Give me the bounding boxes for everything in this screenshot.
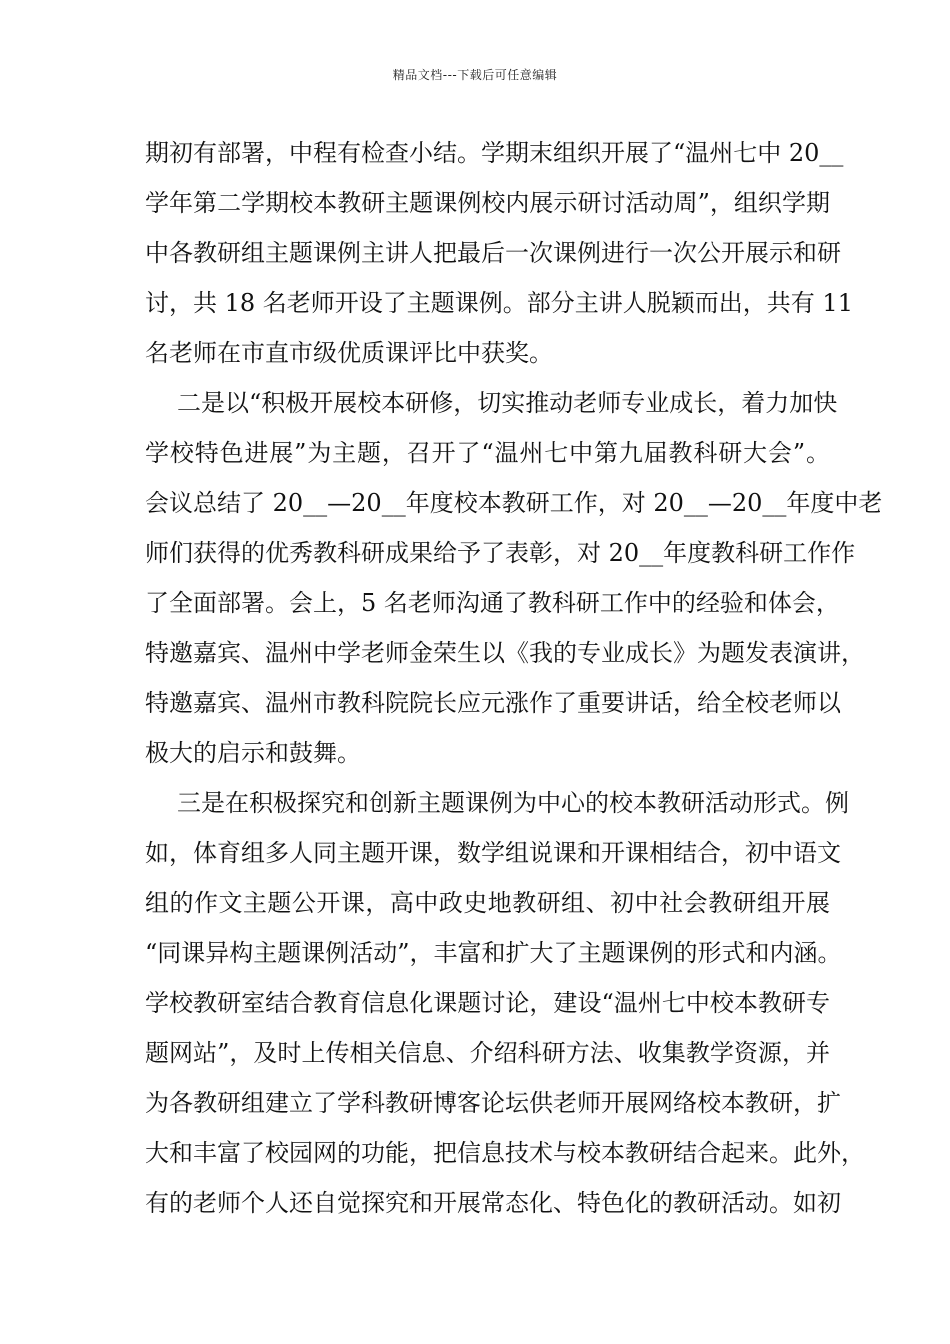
paragraph-line: 学校特色进展”为主题，召开了“温州七中第九届教科研大会”。 [145, 439, 830, 467]
paragraph-line: 如，体育组多人同主题开课，数学组说课和开课相结合，初中语文 [145, 839, 841, 867]
paragraph-line: 期初有部署，中程有检查小结。学期末组织开展了“温州七中 20__ [145, 139, 844, 167]
paragraph-line: 师们获得的优秀教科研成果给予了表彰，对 20__年度教科研工作作 [145, 539, 856, 567]
paragraph-line: 大和丰富了校园网的功能，把信息技术与校本教研结合起来。此外， [145, 1139, 865, 1167]
paragraph-line: 特邀嘉宾、温州市教科院院长应元涨作了重要讲话，给全校老师以 [145, 689, 841, 717]
paragraph-line: 为各教研组建立了学科教研博客论坛供老师开展网络校本教研，扩 [145, 1089, 841, 1117]
paragraph-line: 题网站”，及时上传相关信息、介绍科研方法、收集教学资源，并 [145, 1039, 830, 1067]
paragraph-line: 讨，共 18 名老师开设了主题课例。部分主讲人脱颖而出，共有 11 [145, 289, 853, 317]
paragraph-line: 特邀嘉宾、温州中学老师金荣生以《我的专业成长》为题发表演讲， [145, 639, 865, 667]
paragraph-line: 学年第二学期校本教研主题课例校内展示研讨活动周”，组织学期 [145, 189, 830, 217]
paragraph-line: 组的作文主题公开课，高中政史地教研组、初中社会教研组开展 [145, 889, 830, 917]
paragraph-line: 名老师在市直市级优质课评比中获奖。 [145, 339, 553, 367]
paragraph-line: 会议总结了 20__—20__年度校本教研工作，对 20__—20__年度中老 [145, 489, 883, 517]
paragraph-line: 二是以“积极开展校本研修，切实推动老师专业成长，着力加快 [177, 389, 838, 417]
paragraph-line: 中各教研组主题课例主讲人把最后一次课例进行一次公开展示和研 [145, 239, 841, 267]
page-header: 精品文档---下载后可任意编辑 [392, 68, 558, 82]
paragraph-line: 三是在积极探究和创新主题课例为中心的校本教研活动形式。例 [177, 789, 849, 817]
paragraph-line: “同课异构主题课例活动”，丰富和扩大了主题课例的形式和内涵。 [145, 939, 842, 967]
paragraph-line: 学校教研室结合教育信息化课题讨论，建设“温州七中校本教研专 [145, 989, 830, 1017]
document-body [145, 128, 883, 1228]
paragraph-line: 极大的启示和鼓舞。 [145, 739, 361, 767]
paragraph-line: 了全面部署。会上，5 名老师沟通了教科研工作中的经验和体会， [145, 589, 840, 617]
paragraph-line: 有的老师个人还自觉探究和开展常态化、特色化的教研活动。如初 [145, 1189, 841, 1217]
